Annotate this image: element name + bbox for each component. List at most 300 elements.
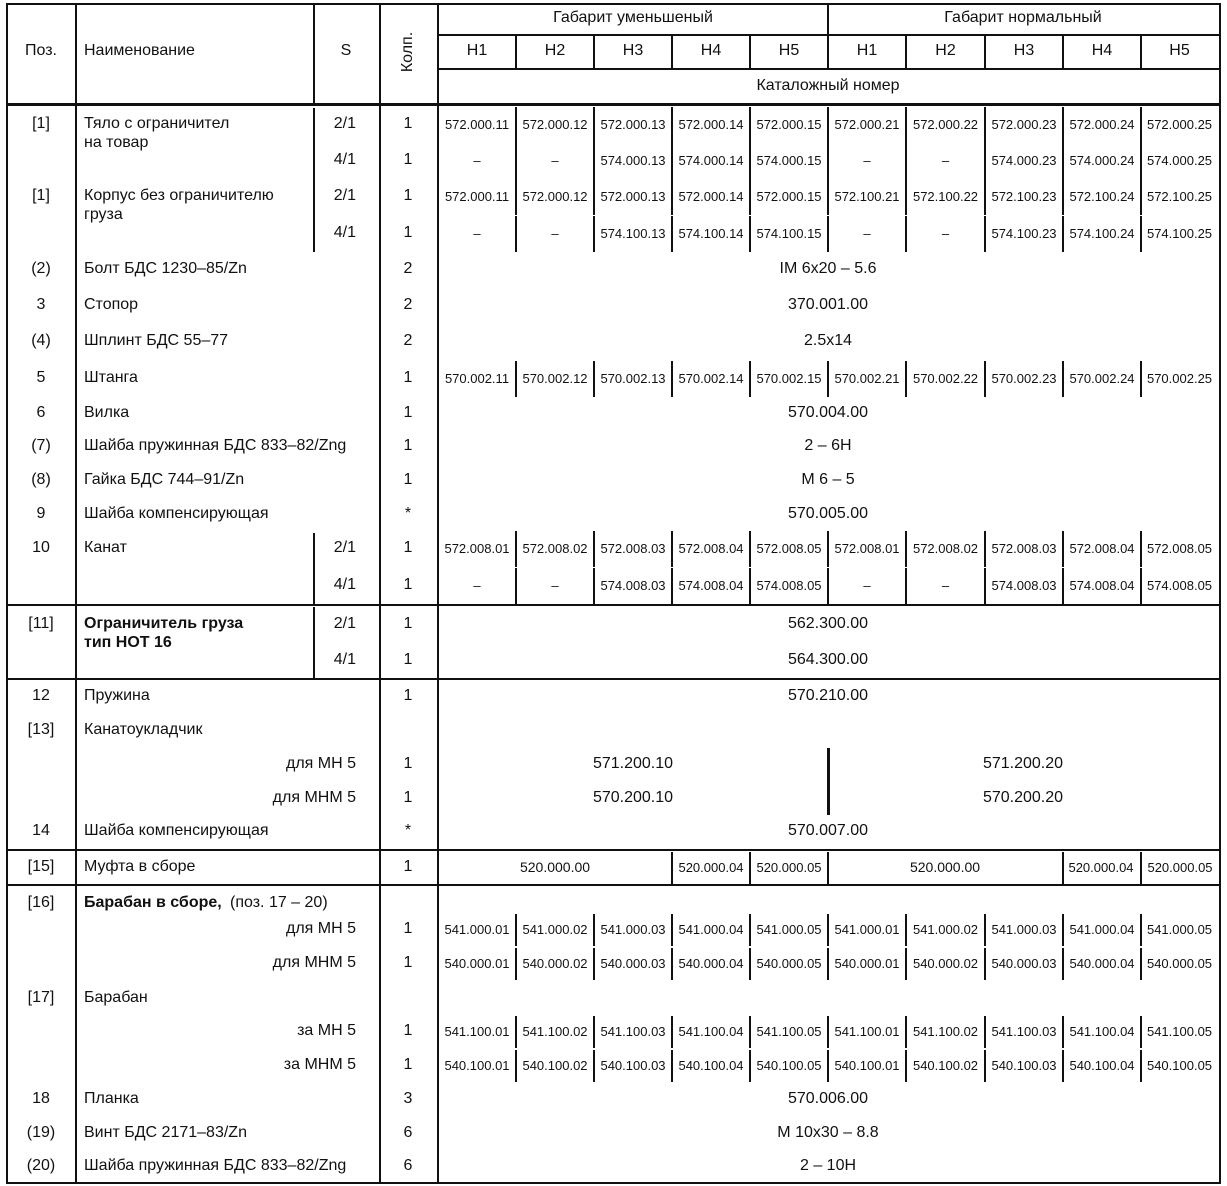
table-bottom-border: [6, 1182, 1221, 1184]
item-name: Муфта в сборе: [84, 858, 196, 876]
catalog-code: 574.000.23: [991, 152, 1057, 168]
item-variant-label: для МН 5: [285, 755, 356, 773]
catalog-code: –: [473, 225, 481, 241]
item-s: 4/1: [333, 651, 356, 669]
code-cell-divider: [984, 179, 986, 215]
header-catalog: Каталожный номер: [756, 77, 900, 95]
group-divider: [827, 748, 830, 815]
catalog-code: 572.000.13: [600, 116, 666, 132]
code-cell-divider: [749, 568, 751, 604]
catalog-code: 572.008.01: [834, 540, 900, 556]
item-qty: *: [404, 505, 412, 523]
code-cell-divider: [749, 948, 751, 980]
header-h-2: H2: [544, 42, 566, 60]
code-cell-divider: [515, 216, 517, 252]
catalog-code: 540.100.01: [444, 1057, 510, 1073]
code-cell-divider: [984, 107, 986, 143]
code-cell-divider: [671, 179, 673, 215]
code-cell-divider: [749, 1016, 751, 1048]
header-bottom-border: [6, 103, 1221, 106]
catalog-code: 572.000.23: [991, 116, 1057, 132]
catalog-code: 570.002.15: [756, 370, 822, 386]
item-s: 2/1: [333, 187, 356, 205]
header-h-9: H4: [1091, 42, 1113, 60]
catalog-code: 570.002.13: [600, 370, 666, 386]
item-pos: [1]: [32, 115, 50, 133]
code-cell-divider: [984, 914, 986, 946]
code-cell-divider: [593, 914, 595, 946]
code-cell-divider: [905, 914, 907, 946]
item-qty: 1: [403, 151, 413, 169]
item-name: тип НОТ 16: [84, 634, 172, 652]
header-column-divider: [749, 35, 751, 69]
catalog-value: 570.006.00: [787, 1090, 869, 1108]
catalog-code: 574.000.14: [678, 152, 744, 168]
catalog-code: 540.000.05: [1146, 955, 1213, 971]
item-name: Шайба пружинная БДС 833–82/Zng: [84, 1157, 347, 1175]
catalog-column-divider: [437, 4, 439, 1183]
code-cell-divider: [749, 143, 751, 179]
header-pos: Поз.: [25, 42, 57, 60]
item-qty: *: [404, 822, 412, 840]
code-cell-divider: [1140, 1016, 1142, 1048]
item-qty: 1: [403, 954, 413, 972]
header-h-4: H4: [700, 42, 722, 60]
catalog-code: 572.000.11: [444, 188, 510, 204]
catalog-code: 540.000.05: [756, 955, 822, 971]
code-cell-divider: [984, 1050, 986, 1082]
catalog-code: 520.000.05: [1147, 859, 1213, 875]
code-cell-divider: [749, 852, 751, 884]
header-s: S: [340, 42, 352, 60]
item-s: 2/1: [333, 615, 356, 633]
catalog-code: 541.000.01: [834, 921, 900, 937]
catalog-code: 540.100.02: [912, 1057, 979, 1073]
catalog-code: 572.000.12: [522, 116, 588, 132]
code-cell-divider: [671, 143, 673, 179]
catalog-code: 520.000.04: [678, 859, 744, 875]
item-pos: 14: [32, 822, 50, 840]
item-qty: 1: [403, 187, 413, 205]
catalog-code: –: [863, 225, 871, 241]
item-name: Корпус без ограничителю: [84, 187, 274, 205]
code-cell-divider: [671, 914, 673, 946]
catalog-code: 541.100.02: [912, 1023, 979, 1039]
catalog-code: 540.100.03: [991, 1057, 1057, 1073]
code-cell-divider: [671, 216, 673, 252]
s-column-divider: [313, 607, 315, 678]
s-column-divider: [313, 180, 315, 252]
catalog-code: 574.000.15: [756, 152, 822, 168]
item-name: Шайба компенсирующая: [84, 505, 269, 523]
catalog-value: 570.200.20: [982, 789, 1064, 807]
item-name: Ограничитель груза: [84, 615, 244, 633]
item-variant-label: за МН 5: [297, 1022, 356, 1040]
code-cell-divider: [905, 107, 907, 143]
code-cell-divider: [515, 1016, 517, 1048]
code-cell-divider: [749, 531, 751, 567]
catalog-value: 2 – 10H: [799, 1157, 857, 1175]
catalog-code: –: [551, 225, 559, 241]
code-cell-divider: [515, 914, 517, 946]
header-qty: Колп.: [399, 31, 416, 73]
header-h-10: H5: [1169, 42, 1190, 60]
code-cell-divider: [905, 143, 907, 179]
code-cell-divider: [515, 948, 517, 980]
code-cell-divider: [593, 568, 595, 604]
catalog-value: 2 – 6H: [804, 437, 852, 455]
code-cell-divider: [984, 216, 986, 252]
code-cell-divider: [671, 1050, 673, 1082]
code-cell-divider: [905, 1050, 907, 1082]
code-cell-divider: [749, 107, 751, 143]
catalog-code: 541.000.02: [522, 921, 588, 937]
header-h-6: H1: [856, 42, 878, 60]
code-cell-divider: [984, 531, 986, 567]
catalog-code: 520.000.04: [1068, 859, 1134, 875]
code-cell-divider: [827, 361, 829, 397]
code-cell-divider: [905, 531, 907, 567]
section-divider: [6, 678, 1221, 680]
catalog-value: 564.300.00: [787, 651, 869, 669]
catalog-value: 2.5x14: [803, 332, 853, 350]
item-name-suffix: (поз. 17 – 20): [230, 894, 328, 912]
catalog-code: –: [941, 152, 950, 168]
catalog-code: 541.100.01: [444, 1023, 510, 1039]
item-name: Винт БДС 2171–83/Zn: [84, 1124, 247, 1142]
code-cell-divider: [1062, 143, 1064, 179]
catalog-code: 540.100.01: [834, 1057, 900, 1073]
catalog-code: 574.008.04: [1069, 577, 1135, 593]
code-cell-divider: [1062, 531, 1064, 567]
code-cell-divider: [1062, 568, 1064, 604]
code-cell-divider: [984, 361, 986, 397]
code-cell-divider: [593, 1016, 595, 1048]
catalog-code: 572.100.24: [1069, 188, 1135, 204]
header-column-divider: [905, 35, 907, 69]
catalog-code: 570.002.23: [991, 370, 1057, 386]
item-pos: (4): [31, 332, 51, 350]
code-cell-divider: [905, 1016, 907, 1048]
catalog-code: 572.008.03: [991, 540, 1057, 556]
catalog-code: 541.100.01: [834, 1023, 900, 1039]
code-cell-divider: [749, 1050, 751, 1082]
item-s: 4/1: [333, 224, 356, 242]
catalog-code: 541.000.04: [678, 921, 744, 937]
item-name: Планка: [84, 1090, 139, 1108]
catalog-value: 570.200.10: [592, 789, 674, 807]
code-cell-divider: [1140, 914, 1142, 946]
catalog-value: IM 6x20 – 5.6: [779, 260, 877, 278]
header-h-7: H2: [935, 42, 956, 60]
catalog-code: 572.100.25: [1146, 188, 1213, 204]
catalog-code: 541.100.05: [756, 1023, 822, 1039]
item-qty: 1: [403, 858, 413, 876]
item-qty: 1: [403, 576, 413, 594]
item-qty: 1: [403, 651, 413, 669]
catalog-code: 570.002.24: [1069, 370, 1135, 386]
item-pos: [16]: [27, 894, 55, 912]
item-qty: 1: [403, 789, 413, 807]
catalog-code: 540.100.02: [522, 1057, 588, 1073]
code-cell-divider: [827, 216, 829, 252]
catalog-code: 540.100.05: [1146, 1057, 1213, 1073]
header-h-1: H1: [466, 42, 488, 60]
catalog-code: 570.002.25: [1146, 370, 1213, 386]
code-cell-divider: [984, 568, 986, 604]
code-cell-divider: [1062, 361, 1064, 397]
header-divider: [438, 68, 1221, 70]
item-pos: 3: [36, 296, 46, 314]
code-cell-divider: [593, 216, 595, 252]
code-cell-divider: [905, 361, 907, 397]
code-cell-divider: [905, 568, 907, 604]
catalog-code: 541.000.04: [1069, 921, 1135, 937]
s-column-divider: [313, 533, 315, 604]
item-qty: 1: [403, 1056, 413, 1074]
catalog-code: –: [551, 152, 559, 168]
code-cell-divider: [749, 914, 751, 946]
code-cell-divider: [1140, 216, 1142, 252]
code-cell-divider: [515, 361, 517, 397]
code-cell-divider: [1062, 948, 1064, 980]
code-cell-divider: [515, 568, 517, 604]
item-pos: 10: [32, 539, 50, 557]
header-h-3: H3: [622, 42, 644, 60]
catalog-code: 572.000.21: [834, 116, 900, 132]
item-pos: [1]: [32, 187, 50, 205]
item-qty: 1: [403, 471, 413, 489]
item-name: Гайка БДС 744–91/Zn: [84, 471, 245, 489]
catalog-code: 572.000.14: [678, 188, 744, 204]
item-pos: (2): [31, 260, 51, 278]
header-column-divider: [515, 35, 517, 69]
catalog-code: 574.100.24: [1069, 225, 1135, 241]
code-cell-divider: [827, 531, 829, 567]
code-cell-divider: [1140, 568, 1142, 604]
catalog-code: 574.000.25: [1146, 152, 1213, 168]
header-divider: [438, 34, 1221, 36]
code-cell-divider: [749, 179, 751, 215]
catalog-code: 572.000.13: [600, 188, 666, 204]
header-column-divider: [1140, 35, 1142, 69]
code-cell-divider: [827, 143, 829, 179]
item-pos: 18: [32, 1090, 50, 1108]
code-cell-divider: [593, 361, 595, 397]
item-qty: 2: [403, 260, 413, 278]
catalog-code: 574.008.05: [756, 577, 822, 593]
code-cell-divider: [827, 568, 829, 604]
catalog-code: –: [941, 577, 950, 593]
catalog-code: 572.008.01: [444, 540, 510, 556]
item-name: Вилка: [84, 404, 130, 422]
code-cell-divider: [671, 361, 673, 397]
code-cell-divider: [593, 531, 595, 567]
catalog-code: 540.000.01: [834, 955, 900, 971]
header-column-divider: [671, 35, 673, 69]
catalog-code: 540.100.05: [756, 1057, 822, 1073]
catalog-code: –: [551, 577, 559, 593]
item-variant-label: за МНМ 5: [283, 1056, 356, 1074]
catalog-code: 540.000.02: [912, 955, 979, 971]
item-qty: 1: [403, 920, 413, 938]
code-cell-divider: [827, 1050, 829, 1082]
catalog-code: 541.100.04: [678, 1023, 744, 1039]
code-cell-divider: [515, 179, 517, 215]
code-cell-divider: [984, 143, 986, 179]
catalog-code: 574.000.24: [1069, 152, 1135, 168]
catalog-code: 572.008.05: [756, 540, 822, 556]
item-name: Пружина: [84, 687, 150, 705]
item-pos: (20): [26, 1157, 56, 1175]
catalog-code: 570.002.11: [444, 370, 510, 386]
catalog-code: 572.000.15: [756, 116, 822, 132]
catalog-code: 572.000.14: [678, 116, 744, 132]
item-name: груза: [84, 206, 123, 224]
catalog-code: 540.100.04: [678, 1057, 744, 1073]
item-s: 4/1: [333, 151, 356, 169]
catalog-code: –: [473, 577, 481, 593]
code-cell-divider: [1140, 1050, 1142, 1082]
item-pos: 9: [36, 505, 46, 523]
code-cell-divider: [1140, 179, 1142, 215]
item-qty: 6: [403, 1157, 413, 1175]
catalog-value: 571.200.20: [982, 755, 1064, 773]
code-cell-divider: [593, 948, 595, 980]
item-variant-label: для МН 5: [285, 920, 356, 938]
catalog-code: 520.000.00: [519, 859, 591, 876]
catalog-code: 574.100.23: [991, 225, 1057, 241]
code-cell-divider: [905, 948, 907, 980]
item-name: Болт БДС 1230–85/Zn: [84, 260, 247, 278]
header-h-5: H5: [778, 42, 800, 60]
item-name: на товар: [84, 134, 149, 152]
code-cell-divider: [1062, 107, 1064, 143]
code-cell-divider: [905, 179, 907, 215]
catalog-code: 574.100.15: [756, 225, 822, 241]
catalog-code: 572.008.05: [1146, 540, 1213, 556]
item-variant-label: для МНМ 5: [272, 789, 356, 807]
item-s: 2/1: [333, 115, 356, 133]
s-column-divider: [313, 4, 315, 104]
catalog-value: M 10x30 – 8.8: [777, 1124, 879, 1142]
table-left-border: [6, 4, 8, 1183]
code-cell-divider: [1062, 1050, 1064, 1082]
header-group-divider: [827, 4, 829, 69]
code-cell-divider: [1062, 1016, 1064, 1048]
item-pos: 5: [36, 369, 46, 387]
catalog-code: 541.100.03: [991, 1023, 1057, 1039]
header-group-reduced: Габарит уменьшеный: [553, 9, 713, 27]
catalog-value: 370.001.00: [787, 296, 869, 314]
catalog-code: 574.008.05: [1146, 577, 1213, 593]
item-name: Канатоукладчик: [84, 721, 203, 739]
item-s: 4/1: [333, 576, 356, 594]
header-group-normal: Габарит нормальный: [944, 9, 1102, 27]
catalog-code: 574.100.25: [1146, 225, 1213, 241]
section-divider: [6, 604, 1221, 606]
item-qty: 6: [403, 1124, 413, 1142]
code-cell-divider: [1140, 143, 1142, 179]
code-cell-divider: [1140, 361, 1142, 397]
catalog-code: 574.000.13: [600, 152, 666, 168]
code-cell-divider: [984, 948, 986, 980]
item-qty: 1: [403, 404, 413, 422]
catalog-value: 571.200.10: [592, 755, 674, 773]
catalog-code: 540.000.04: [678, 955, 744, 971]
catalog-code: 572.000.11: [444, 116, 510, 132]
code-cell-divider: [827, 107, 829, 143]
catalog-value: 570.004.00: [787, 404, 869, 422]
catalog-code: 520.000.05: [756, 859, 822, 875]
item-pos: 12: [32, 687, 50, 705]
item-qty: 1: [403, 539, 413, 557]
catalog-code: 572.008.04: [1069, 540, 1135, 556]
catalog-code: 574.100.13: [600, 225, 666, 241]
item-qty: 1: [403, 755, 413, 773]
item-name: Барабан: [84, 989, 148, 1007]
code-cell-divider: [1062, 179, 1064, 215]
code-cell-divider: [593, 179, 595, 215]
catalog-code: –: [863, 152, 871, 168]
code-cell-divider: [1062, 852, 1064, 884]
catalog-code: 520.000.00: [909, 859, 981, 876]
catalog-code: 572.008.04: [678, 540, 744, 556]
catalog-code: 541.100.05: [1146, 1023, 1213, 1039]
catalog-code: –: [473, 152, 481, 168]
item-pos: (8): [31, 471, 51, 489]
item-pos: [17]: [27, 989, 55, 1007]
code-cell-divider: [1140, 107, 1142, 143]
catalog-code: 540.000.04: [1069, 955, 1135, 971]
catalog-value: 570.005.00: [787, 505, 869, 523]
item-s: 2/1: [333, 539, 356, 557]
item-pos: (19): [26, 1124, 56, 1142]
code-cell-divider: [593, 143, 595, 179]
code-cell-divider: [827, 852, 829, 884]
code-cell-divider: [827, 914, 829, 946]
catalog-code: 541.100.03: [600, 1023, 666, 1039]
item-pos: [11]: [28, 615, 54, 633]
code-cell-divider: [749, 216, 751, 252]
item-qty: 1: [403, 115, 413, 133]
code-cell-divider: [515, 531, 517, 567]
catalog-value: 570.210.00: [787, 687, 869, 705]
catalog-code: 541.100.04: [1069, 1023, 1135, 1039]
code-cell-divider: [1140, 531, 1142, 567]
item-pos: [15]: [27, 858, 55, 876]
header-column-divider: [593, 35, 595, 69]
item-pos: [13]: [27, 721, 55, 739]
code-cell-divider: [515, 107, 517, 143]
code-cell-divider: [671, 852, 673, 884]
catalog-code: 541.000.02: [912, 921, 979, 937]
header-name: Наименование: [84, 42, 195, 60]
item-name: Шайба компенсирующая: [84, 822, 269, 840]
table-right-border: [1219, 4, 1221, 1183]
header-column-divider: [984, 35, 986, 69]
item-pos: (7): [31, 437, 51, 455]
item-name: Барабан в сборе,: [84, 894, 222, 912]
catalog-code: 541.100.02: [522, 1023, 588, 1039]
catalog-code: 570.002.14: [678, 370, 744, 386]
table-top-border: [6, 3, 1221, 5]
item-qty: 1: [403, 615, 413, 633]
header-h-8: H3: [1013, 42, 1035, 60]
item-name: Штанга: [84, 369, 138, 387]
code-cell-divider: [827, 179, 829, 215]
catalog-value: M 6 – 5: [801, 471, 855, 489]
